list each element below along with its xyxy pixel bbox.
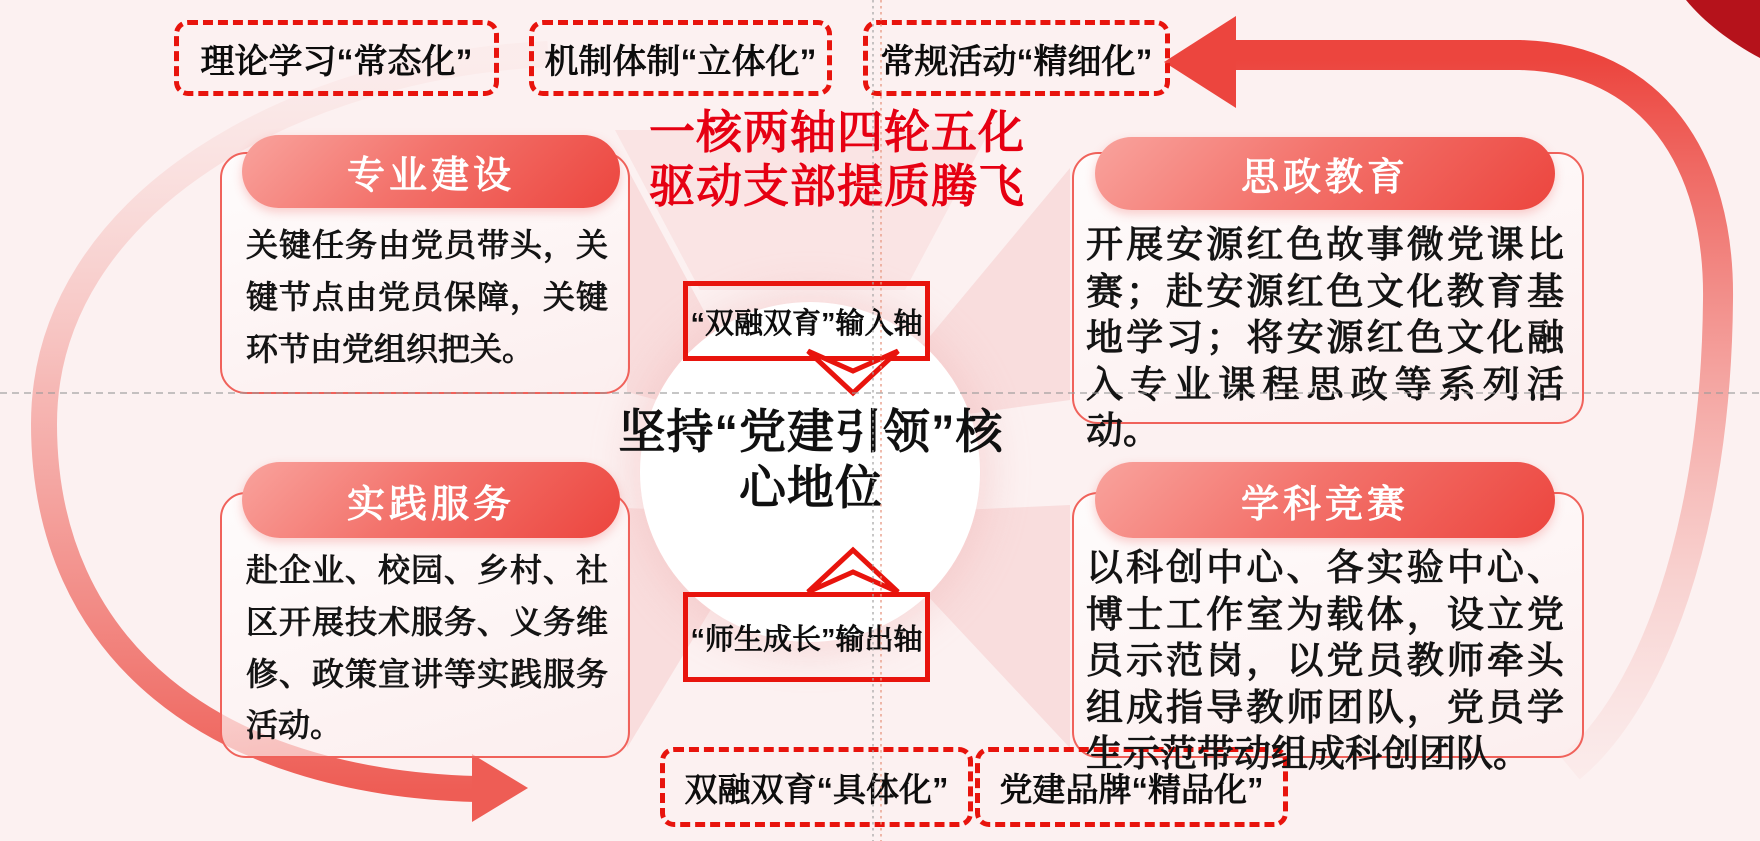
tag-regular-activity-label: 常规活动“精细化” — [880, 42, 1153, 81]
card-practice-service-body: 赴企业、校园、乡村、社区开展技术服务、义务维修、政策宣讲等实践服务活动。 — [246, 552, 608, 744]
output-axis-label: “师生成长”输出轴 — [690, 623, 923, 656]
card-discipline-competition-title: 学科竞赛 — [1240, 483, 1409, 526]
tag-shuangrong-concrete-label: 双融双育“具体化” — [684, 770, 949, 808]
page-title-line2: 驱动支部提质腾飞 — [649, 159, 1025, 212]
page-title — [587, 106, 1087, 214]
tag-shuangrong-concrete — [660, 747, 973, 827]
bottom-arrowhead — [472, 754, 528, 822]
tag-party-brand-label: 党建品牌“精品化” — [999, 770, 1264, 808]
page-title-line1: 一核两轴四轮五化 — [649, 106, 1025, 158]
card-practice-service-title: 实践服务 — [346, 483, 515, 526]
tag-theory-study-label: 理论学习“常态化” — [200, 42, 473, 81]
card-professional-construction-body: 关键任务由党员带头，关键节点由党员保障，关键环节由党组织把关。 — [246, 227, 608, 367]
card-discipline-competition-body: 以科创中心、各实验中心、博士工作室为载体，设立党员示范岗，以党员教师牵头组成指导教师团队，党员学生示范带动组成科创团队。 — [1086, 547, 1564, 775]
top-arrowhead — [1164, 16, 1236, 108]
card-ideological-education-title: 思政教育 — [1240, 157, 1409, 199]
card-ideological-education-header — [1095, 137, 1555, 210]
input-axis-label: “双融双育”输入轴 — [690, 307, 923, 340]
card-professional-construction-title: 专业建设 — [346, 155, 515, 197]
tag-mechanism-system — [529, 20, 832, 96]
input-axis-box — [683, 281, 930, 361]
tag-theory-study — [174, 20, 499, 96]
corner-wedge — [1686, 0, 1760, 58]
tag-mechanism-system-label: 机制体制“立体化” — [544, 42, 817, 81]
card-ideological-education-body: 开展安源红色故事微党课比赛；赴安源红色文化教育基地学习；将安源红色文化融入专业课程思政等系列活动。 — [1086, 224, 1564, 452]
tag-regular-activity — [863, 20, 1170, 96]
card-discipline-competition-header — [1095, 462, 1555, 538]
core-statement: 坚持“党建引领”核心地位 — [618, 405, 1004, 515]
card-practice-service-header — [242, 462, 620, 538]
output-axis-box — [683, 592, 930, 682]
card-professional-construction-header — [242, 135, 620, 208]
